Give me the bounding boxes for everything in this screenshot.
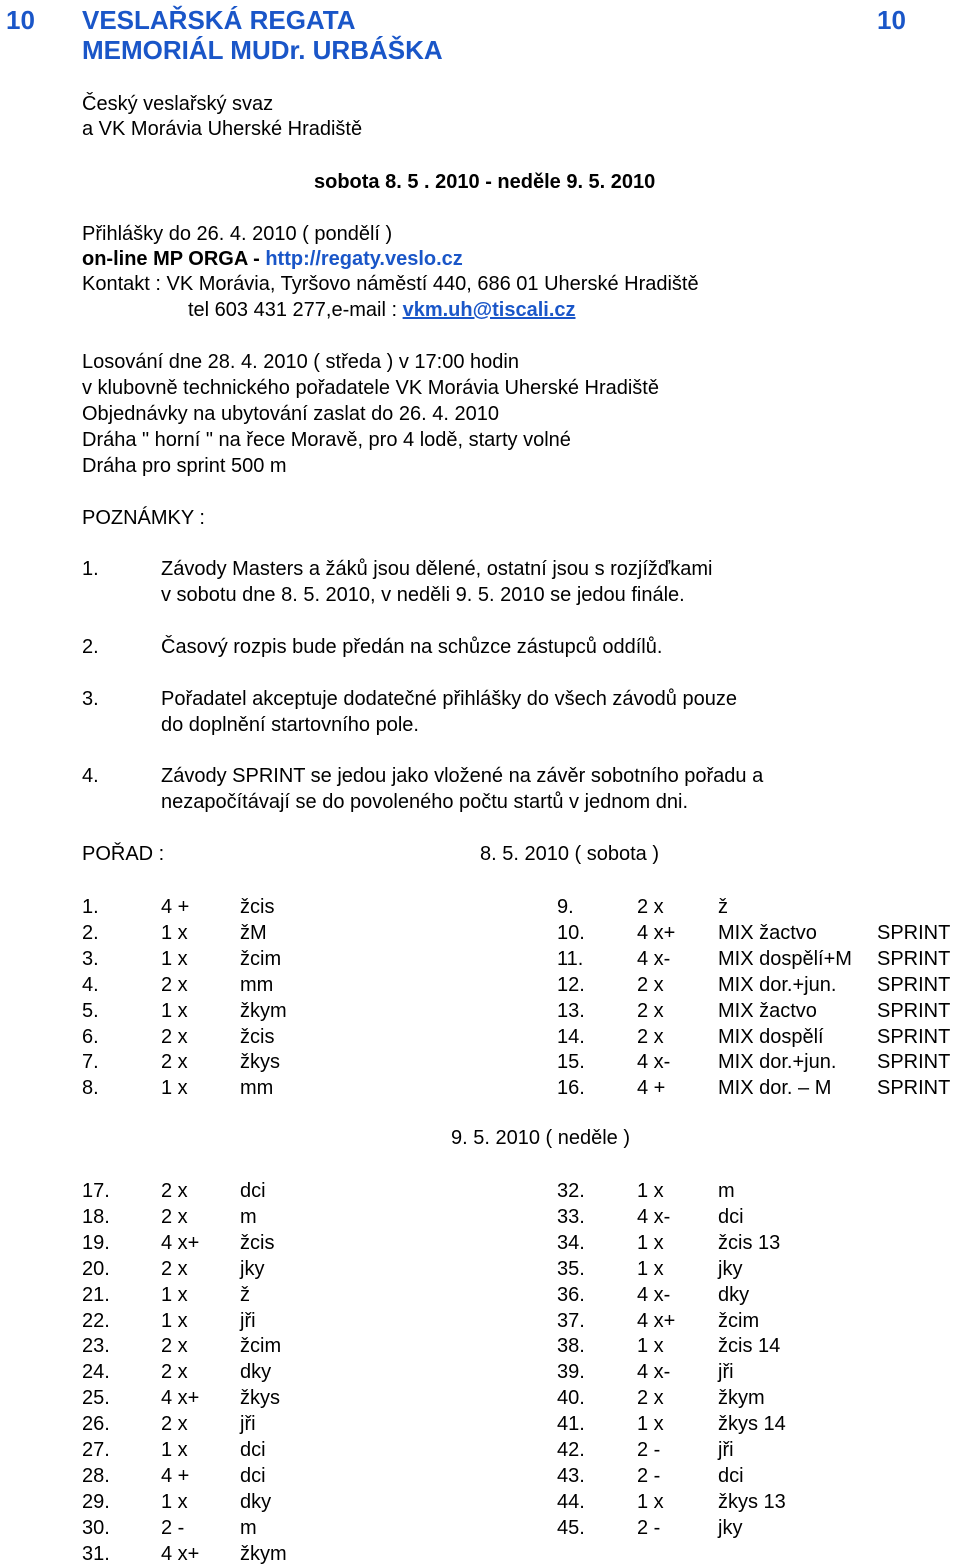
- race-boat: 2 x: [161, 1413, 188, 1436]
- race-boat: 2 x: [161, 1025, 188, 1048]
- draw-info: Losování dne 28. 4. 2010 ( středa ) v 17:00 hodin: [82, 351, 519, 373]
- race-boat: 4 +: [161, 896, 190, 918]
- race-category: jři: [718, 1439, 734, 1461]
- race-category: m: [240, 1205, 257, 1228]
- race-number: 35.: [557, 1257, 585, 1280]
- race-category: žcim: [240, 1335, 282, 1358]
- race-category: m: [240, 1516, 257, 1539]
- race-category: žkys 14: [718, 1413, 786, 1436]
- race-number: 27.: [82, 1439, 110, 1461]
- race-category: jři: [240, 1309, 256, 1332]
- race-boat: 1 x: [637, 1413, 664, 1436]
- race-number: 41.: [557, 1413, 585, 1436]
- race-boat: 2 x: [637, 1387, 664, 1410]
- race-note: SPRINT: [877, 947, 951, 970]
- race-number: 8.: [82, 1077, 99, 1100]
- note-3-number: 3.: [82, 688, 99, 710]
- race-number: 13.: [557, 999, 585, 1022]
- race-note: SPRINT: [877, 1077, 951, 1100]
- race-number: 15.: [557, 1051, 585, 1074]
- race-number: 14.: [557, 1025, 585, 1048]
- race-number: 5.: [82, 999, 99, 1022]
- race-number: 12.: [557, 973, 585, 996]
- race-number: 17.: [82, 1180, 110, 1202]
- race-category: MIX žactvo: [718, 999, 817, 1022]
- race-boat: 1 x: [637, 1231, 664, 1254]
- race-number: 36.: [557, 1283, 585, 1306]
- registration-deadline: Přihlášky do 26. 4. 2010 ( pondělí ): [82, 223, 393, 245]
- race-number: 25.: [82, 1387, 110, 1410]
- race-boat: 2 x: [637, 999, 664, 1022]
- race-category: MIX dor. – M: [718, 1077, 832, 1100]
- race-category: m: [718, 1180, 735, 1202]
- race-category: žkym: [240, 1542, 287, 1565]
- race-category: dky: [718, 1283, 750, 1306]
- race-category: MIX dospělí: [718, 1025, 824, 1048]
- race-category: žkys: [240, 1051, 280, 1074]
- race-boat: 4 x-: [637, 1205, 671, 1228]
- race-category: žcim: [240, 947, 282, 970]
- race-number: 32.: [557, 1180, 585, 1202]
- online-label: on-line MP ORGA -: [82, 248, 266, 270]
- race-boat: 4 x+: [637, 921, 676, 944]
- race-boat: 1 x: [637, 1335, 664, 1358]
- tel-label: tel 603 431 277,e-mail :: [188, 299, 403, 321]
- race-number: 4.: [82, 973, 99, 996]
- race-boat: 4 +: [161, 1464, 190, 1487]
- note-3-line-1: Pořadatel akceptuje dodatečné přihlášky do všech závodů pouze: [161, 688, 737, 710]
- race-number: 38.: [557, 1335, 585, 1358]
- race-boat: 1 x: [637, 1180, 664, 1202]
- race-number: 37.: [557, 1309, 585, 1332]
- race-category: MIX žactvo: [718, 921, 817, 944]
- tel-email-line: [188, 298, 576, 322]
- race-category: žcis 13: [718, 1231, 781, 1254]
- race-category: žcis: [240, 1231, 275, 1254]
- saturday-date: 8. 5. 2010 ( sobota ): [480, 843, 660, 865]
- race-category: žkym: [718, 1387, 765, 1410]
- race-boat: 4 x-: [637, 1283, 671, 1306]
- program-heading: POŘAD :: [82, 843, 165, 865]
- race-number: 42.: [557, 1439, 585, 1461]
- note-1-number: 1.: [82, 558, 99, 580]
- race-boat: 2 x: [161, 973, 188, 996]
- race-category: žkys 13: [718, 1490, 786, 1513]
- race-boat: 4 x-: [637, 947, 671, 970]
- race-boat: 1 x: [637, 1490, 664, 1513]
- race-note: SPRINT: [877, 1051, 951, 1074]
- race-boat: 2 x: [161, 1205, 188, 1228]
- race-number: 9.: [557, 896, 574, 918]
- race-category: dci: [718, 1205, 744, 1228]
- race-note: SPRINT: [877, 999, 951, 1022]
- race-category: žkys: [240, 1387, 280, 1410]
- race-boat: 2 x: [637, 1025, 664, 1048]
- note-4-number: 4.: [82, 765, 99, 787]
- race-boat: 1 x: [161, 1309, 188, 1332]
- regaty-link[interactable]: http://regaty.veslo.cz: [265, 248, 463, 270]
- race-number: 2.: [82, 921, 99, 944]
- race-number: 30.: [82, 1516, 110, 1539]
- race-boat: 1 x: [161, 947, 188, 970]
- race-boat: 4 x+: [161, 1387, 200, 1410]
- organizer-line-1: Český veslařský svaz: [82, 93, 274, 115]
- organizer-line-2: a VK Morávia Uherské Hradiště: [82, 118, 363, 140]
- online-registration: [82, 247, 463, 271]
- race-boat: 2 -: [637, 1516, 661, 1539]
- note-2-number: 2.: [82, 636, 99, 658]
- race-category: MIX dor.+jun.: [718, 973, 837, 996]
- race-number: 29.: [82, 1490, 110, 1513]
- race-category: jři: [718, 1361, 734, 1384]
- race-category: MIX dospělí+M: [718, 947, 852, 970]
- race-number: 34.: [557, 1231, 585, 1254]
- course-info: Dráha " horní " na řece Moravě, pro 4 lodě, starty volné: [82, 429, 571, 451]
- race-category: žcis 14: [718, 1335, 781, 1358]
- race-boat: 2 x: [637, 896, 664, 918]
- race-boat: 2 x: [161, 1361, 188, 1384]
- contact-line: Kontakt : VK Morávia, Tyršovo náměstí 440, 686 01 Uherské Hradiště: [82, 273, 699, 295]
- race-category: žM: [240, 921, 267, 944]
- race-category: MIX dor.+jun.: [718, 1051, 837, 1074]
- header-number-left: 10: [6, 5, 35, 35]
- race-boat: 4 x+: [637, 1309, 676, 1332]
- note-4-line-2: nezapočítávají se do povoleného počtu startů v jednom dni.: [161, 791, 689, 813]
- race-number: 10.: [557, 921, 585, 944]
- race-number: 43.: [557, 1464, 585, 1487]
- race-boat: 2 -: [161, 1516, 185, 1539]
- note-2-line-1: Časový rozpis bude předán na schůzce zástupců oddílů.: [161, 636, 663, 658]
- race-category: žkym: [240, 999, 287, 1022]
- race-boat: 1 x: [161, 921, 188, 944]
- race-category: dky: [240, 1361, 272, 1384]
- accommodation-info: Objednávky na ubytování zaslat do 26. 4. 2010: [82, 403, 499, 425]
- race-category: dci: [718, 1464, 744, 1487]
- race-number: 21.: [82, 1283, 110, 1306]
- race-boat: 1 x: [161, 1283, 188, 1306]
- race-boat: 4 x-: [637, 1051, 671, 1074]
- race-boat: 2 x: [161, 1335, 188, 1358]
- race-boat: 4 x+: [161, 1231, 200, 1254]
- race-number: 39.: [557, 1361, 585, 1384]
- note-3-line-2: do doplnění startovního pole.: [161, 714, 419, 736]
- race-number: 44.: [557, 1490, 585, 1513]
- title-line-2: MEMORIÁL MUDr. URBÁŠKA: [82, 35, 443, 65]
- race-number: 40.: [557, 1387, 585, 1410]
- race-note: SPRINT: [877, 921, 951, 944]
- email-link[interactable]: vkm.uh@tiscali.cz: [402, 299, 576, 321]
- race-category: ž: [240, 1283, 250, 1306]
- race-number: 26.: [82, 1413, 110, 1436]
- race-boat: 2 x: [161, 1257, 188, 1280]
- race-boat: 1 x: [161, 1077, 188, 1100]
- race-number: 18.: [82, 1205, 110, 1228]
- race-number: 6.: [82, 1025, 99, 1048]
- race-number: 33.: [557, 1205, 585, 1228]
- note-1-line-1: Závody Masters a žáků jsou dělené, ostatní jsou s rozjížďkami: [161, 558, 713, 580]
- race-category: jky: [240, 1257, 265, 1280]
- race-category: žcis: [240, 896, 275, 918]
- race-boat: 1 x: [637, 1257, 664, 1280]
- race-boat: 4 x+: [161, 1542, 200, 1565]
- title-line-1: VESLAŘSKÁ REGATA: [82, 5, 356, 35]
- race-number: 11.: [557, 947, 584, 970]
- race-number: 28.: [82, 1464, 110, 1487]
- race-number: 16.: [557, 1077, 585, 1100]
- sunday-date: 9. 5. 2010 ( neděle ): [451, 1127, 631, 1149]
- race-category: dci: [240, 1180, 266, 1202]
- race-category: dci: [240, 1464, 266, 1487]
- race-boat: 1 x: [161, 1439, 188, 1461]
- race-boat: 2 -: [637, 1464, 661, 1487]
- race-boat: 2 -: [637, 1439, 661, 1461]
- race-number: 20.: [82, 1257, 110, 1280]
- notes-heading: POZNÁMKY :: [82, 507, 205, 529]
- race-category: žcis: [240, 1025, 275, 1048]
- header-number-right: 10: [877, 5, 906, 35]
- race-number: 24.: [82, 1361, 110, 1384]
- race-number: 7.: [82, 1051, 99, 1074]
- race-category: dci: [240, 1439, 266, 1461]
- race-number: 23.: [82, 1335, 110, 1358]
- race-category: mm: [240, 973, 274, 996]
- race-note: SPRINT: [877, 973, 951, 996]
- race-number: 45.: [557, 1516, 585, 1539]
- race-boat: 1 x: [161, 999, 188, 1022]
- race-category: mm: [240, 1077, 274, 1100]
- race-category: žcim: [718, 1309, 760, 1332]
- race-number: 22.: [82, 1309, 110, 1332]
- race-note: SPRINT: [877, 1025, 951, 1048]
- race-number: 19.: [82, 1231, 110, 1254]
- race-number: 1.: [82, 896, 99, 918]
- race-category: ž: [718, 896, 728, 918]
- race-category: jky: [718, 1516, 743, 1539]
- race-number: 3.: [82, 947, 99, 970]
- race-boat: 4 x-: [637, 1361, 671, 1384]
- race-boat: 1 x: [161, 1490, 188, 1513]
- draw-location: v klubovně technického pořadatele VK Morávia Uherské Hradiště: [82, 377, 659, 399]
- event-dates: sobota 8. 5 . 2010 - neděle 9. 5. 2010: [314, 171, 656, 193]
- note-1-line-2: v sobotu dne 8. 5. 2010, v neděli 9. 5. 2010 se jedou finále.: [161, 584, 685, 606]
- race-boat: 4 +: [637, 1077, 666, 1100]
- race-boat: 2 x: [161, 1051, 188, 1074]
- race-number: 31.: [82, 1542, 110, 1565]
- race-boat: 2 x: [637, 973, 664, 996]
- sprint-course-info: Dráha pro sprint 500 m: [82, 455, 287, 477]
- race-category: jři: [240, 1413, 256, 1436]
- race-category: dky: [240, 1490, 272, 1513]
- race-boat: 2 x: [161, 1180, 188, 1202]
- note-4-line-1: Závody SPRINT se jedou jako vložené na závěr sobotního pořadu a: [161, 765, 764, 787]
- race-category: jky: [718, 1257, 743, 1280]
